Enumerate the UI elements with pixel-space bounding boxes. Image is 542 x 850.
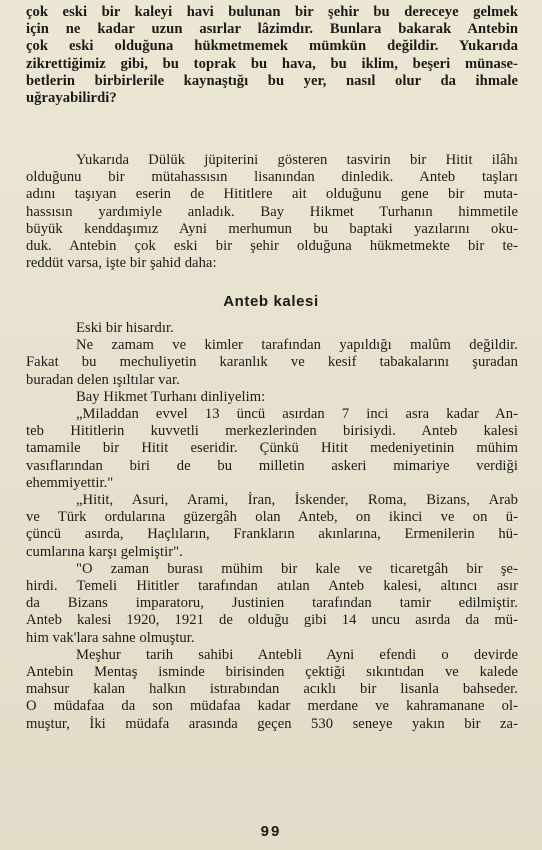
text-line: adını taşıyan eserin de Hititlere ait olduğunu gene bir muta-: [26, 186, 518, 203]
text-line: duk. Antebin çok eski bir şehir olduğuna hükmetmekte bir te-: [26, 238, 518, 255]
text-line: olduğunu bir mütahassısın lisanından dinledik. Anteb taşları: [26, 169, 518, 186]
text-line: buradan delen ışıltılar var.: [26, 371, 180, 388]
page-number: 99: [260, 823, 282, 840]
text-line: Yukarıda Dülük jüpiterini gösteren tasvirin bir Hitit ilâhı: [76, 152, 518, 168]
text-line: betlerin birbirlerile kaynaştığı bu yer, nasıl olur da ihmale: [26, 72, 518, 89]
text-line: hassısın yardımiyle anladık. Bay Hikmet Turhanın himmetile: [26, 203, 518, 220]
text-line: çüncü asırda, Haçlıların, Frankların akınlarına, Ermenilerin hü-: [26, 526, 518, 543]
text-line: Antebin Mentaş isminde birisinden çektiği sıkıntıdan ve kalede: [26, 664, 518, 681]
text-line: Fakat bu mechuliyetin karanlık ve kesif tabakalarını şuradan: [26, 354, 518, 371]
text-line: cumlarına karşı gelmiştir".: [26, 543, 183, 560]
section-heading: Anteb kalesi: [223, 293, 319, 310]
paragraph-anteb-kalesi: [26, 320, 518, 733]
text-line: him vak'lara sahne olmuştur.: [26, 629, 195, 646]
text-line: vasıflarından biri de bu milletin askeri mimariye verdiği: [26, 457, 518, 474]
text-line: çok eski olduğuna hükmetmemek mümkün değildir. Yukarıda: [26, 38, 518, 55]
text-line: zikrettiğimiz gibi, bu toprak bu hava, bu iklim, beşeri münase-: [26, 55, 518, 72]
text-line: mahsur kalan halkın istırabından acıklı bir lisanla bahseder.: [26, 681, 518, 698]
text-line: ve Türk ordularına güzergâh olan Anteb, on ikinci ve on ü-: [26, 509, 518, 526]
text-line: reddüt varsa, işte bir şahid daha:: [26, 255, 217, 272]
text-line: hirdi. Temeli Hititler tarafından atılan Anteb kalesi, altıncı asır: [26, 578, 518, 595]
text-line: Ne zamam ve kimler tarafından yapıldığı malûm değildir.: [76, 337, 518, 354]
text-line: "O zaman burası mühim bir kale ve ticaretgâh bir şe-: [76, 560, 518, 577]
text-line: Bay Hikmet Turhanı dinliyelim:: [76, 388, 266, 405]
text-line: ehemmiyettir.": [26, 474, 114, 491]
paragraph-intro: [26, 4, 518, 107]
text-line: Eski bir hisardır.: [76, 320, 174, 336]
text-line: uğrayabilirdi?: [26, 90, 117, 107]
text-line: için ne kadar uzun asırlar lâzimdır. Bunlara bakarak Antebin: [26, 21, 518, 38]
text-line: çok eski bir kaleyi havi bulunan bir şehir bu dereceye gelmek: [26, 4, 518, 20]
text-line: Anteb kalesi 1920, 1921 de olduğu gibi 14 uncu asırda da mü-: [26, 612, 518, 629]
text-line: muştur, İki müdafa arasında geçen 530 seneye yakın bir za-: [26, 715, 518, 732]
text-line: büyük kenddaşımız Ayni merhumun bu baptaki yazılarını oku-: [26, 220, 518, 237]
text-line: teb Hititlerin kuvvetli merkezlerinden birisiydi. Anteb kalesi: [26, 423, 518, 440]
text-line: „Hitit, Asuri, Arami, İran, İskender, Roma, Bizans, Arab: [76, 492, 518, 509]
text-line: O müdafaa da son müdafaa kadar merdane ve kahramanane ol-: [26, 698, 518, 715]
text-line: tamamile bir Hitit eseridir. Çünkü Hitit medeniyetinin mühim: [26, 440, 518, 457]
text-line: da Bizans imparatoru, Justinien tarafından tamir edilmiştir.: [26, 595, 518, 612]
paragraph-hitit: [26, 152, 518, 272]
text-line: Meşhur tarih sahibi Antebli Ayni efendi o devirde: [76, 646, 518, 663]
text-line: „Miladdan evvel 13 üncü asırdan 7 inci asra kadar An-: [76, 406, 518, 423]
